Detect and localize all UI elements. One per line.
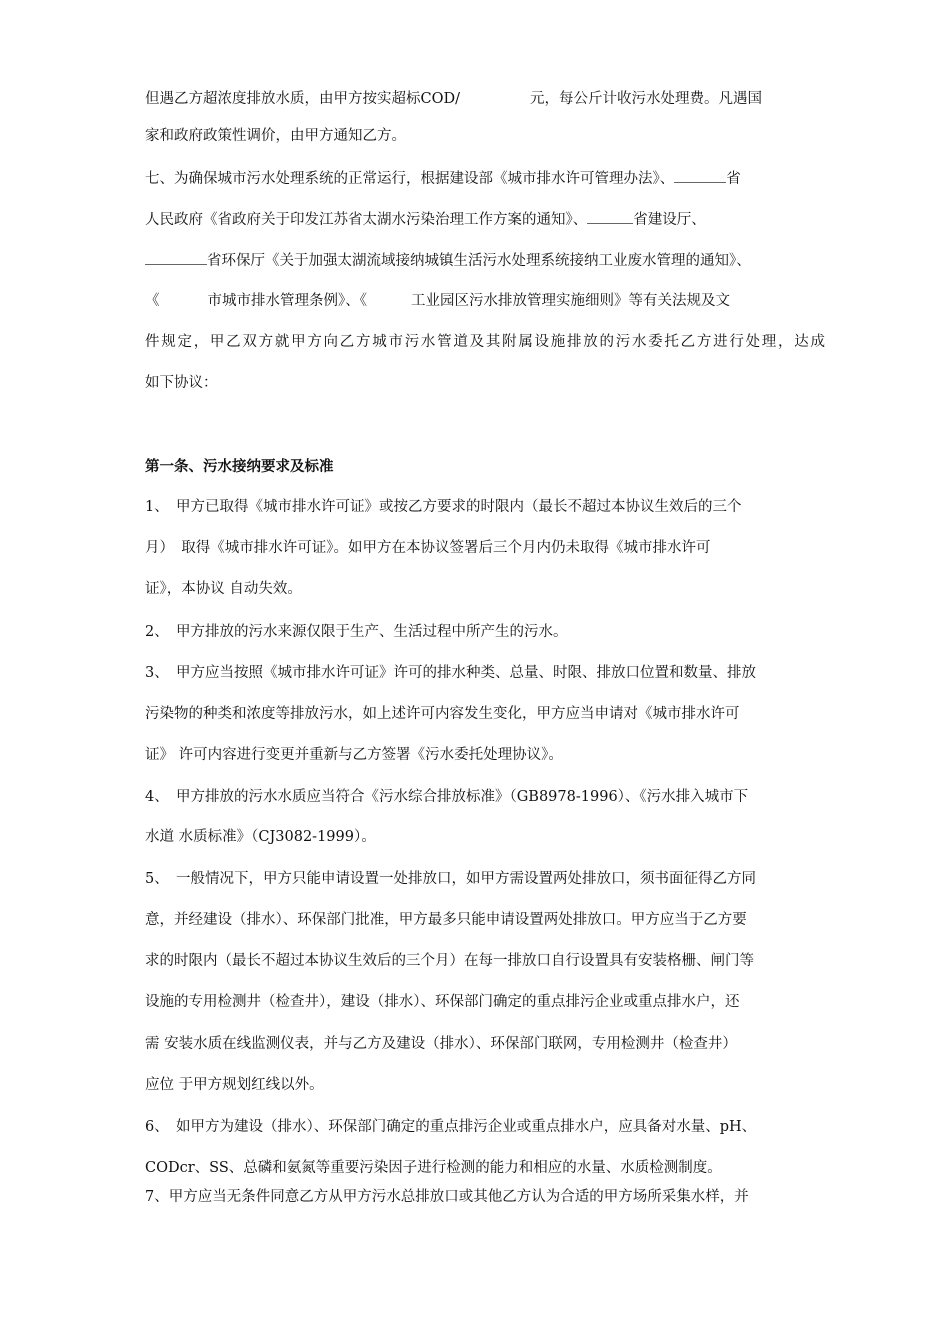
text-segment: 省环保厅《关于加强太湖流域接纳城镇生活污水处理系统接纳工业废水管理的通知》、 — [207, 253, 751, 269]
text-segment: 省建设厅、 — [633, 212, 706, 228]
clause-line: 5、 一般情况下，甲方只能申请设置一处排放口，如甲方需设置两处排放口，须书面征得乙方同 — [145, 871, 756, 887]
clause-line: 1、 甲方已取得《城市排水许可证》或按乙方要求的时限内（最长不超过本协议生效后的三个 — [145, 499, 742, 515]
clause-line: 3、 甲方应当按照《城市排水许可证》许可的排水种类、总量、时限、排放口位置和数量、排放 — [145, 665, 756, 681]
clause-line: CODcr、SS、总磷和氨氮等重要污染因子进行检测的能力和相应的水量、水质检测制度。 — [145, 1160, 722, 1176]
text-segment: 但遇乙方超浓度排放水质，由甲方按实超标COD/ — [145, 91, 460, 107]
clause-line: 6、 如甲方为建设（排水）、环保部门确定的重点排污企业或重点排水户，应具备对水量、pH、 — [145, 1119, 757, 1135]
text-segment: 省 — [726, 171, 741, 187]
paragraph-line — [145, 90, 825, 108]
clause-line: 水道 水质标准》（CJ3082-1999）。 — [145, 829, 376, 845]
clause-line: 证》，本协议 自动失效。 — [145, 581, 302, 597]
clause-line: 意，并经建设（排水）、环保部门批准，甲方最多只能申请设置两处排放口。甲方应当于乙方要 — [145, 912, 747, 928]
paragraph-line — [145, 250, 825, 270]
paragraph-line: 件规定，甲乙双方就甲方向乙方城市污水管道及其附属设施排放的污水委托乙方进行处理，达成 — [145, 334, 825, 350]
text-segment: 《 — [145, 293, 160, 309]
paragraph-line: 如下协议： — [145, 375, 218, 391]
clause-line: 设施的专用检测井（检查井），建设（排水）、环保部门确定的重点排污企业或重点排水户，还 — [145, 994, 740, 1010]
text-segment: 人民政府《省政府关于印发江苏省太湖水污染治理工作方案的通知》、 — [145, 212, 588, 228]
section-heading: 第一条、污水接纳要求及标准 — [145, 458, 334, 475]
clause-line: 应位 于甲方规划红线以外。 — [145, 1077, 324, 1093]
clause-line: 4、 甲方排放的污水水质应当符合《污水综合排放标准》（GB8978-1996）、《污水排入城市下 — [145, 789, 749, 805]
text-segment: 工业园区污水排放管理实施细则》等有关法规及文 — [411, 293, 730, 309]
text-segment: 市城市排水管理条例》、《 — [207, 293, 367, 309]
text-segment: 七、为确保城市污水处理系统的正常运行，根据建设部《城市排水许可管理办法》、 — [145, 171, 675, 187]
text-segment: 元，每公斤计收污水处理费。凡遇国 — [530, 91, 762, 107]
clause-line: 证》 许可内容进行变更并重新与乙方签署《污水委托处理协议》。 — [145, 747, 563, 763]
paragraph-line — [145, 168, 825, 188]
clause-line: 污染物的种类和浓度等排放污水，如上述许可内容发生变化，甲方应当申请对《城市排水许可 — [145, 706, 740, 722]
clause-line: 2、 甲方排放的污水来源仅限于生产、生活过程中所产生的污水。 — [145, 624, 568, 640]
clause-line: 月） 取得《城市排水许可证》。如甲方在本协议签署后三个月内仍未取得《城市排水许可 — [145, 540, 711, 556]
clause-line: 7、甲方应当无条件同意乙方从甲方污水总排放口或其他乙方认为合适的甲方场所采集水样，并 — [145, 1189, 749, 1205]
fill-in-blank — [145, 250, 207, 265]
clause-line: 求的时限内（最长不超过本协议生效后的三个月）在每一排放口自行设置具有安装格栅、闸门等 — [145, 953, 754, 969]
paragraph-line: 家和政府政策性调价，由甲方通知乙方。 — [145, 128, 406, 144]
fill-in-blank — [587, 209, 633, 224]
paragraph-line — [145, 209, 825, 229]
clause-line: 需 安装水质在线监测仪表，并与乙方及建设（排水）、环保部门联网，专用检测井（检查井） — [145, 1036, 737, 1052]
paragraph-line — [145, 292, 825, 310]
fill-in-blank — [674, 168, 726, 183]
